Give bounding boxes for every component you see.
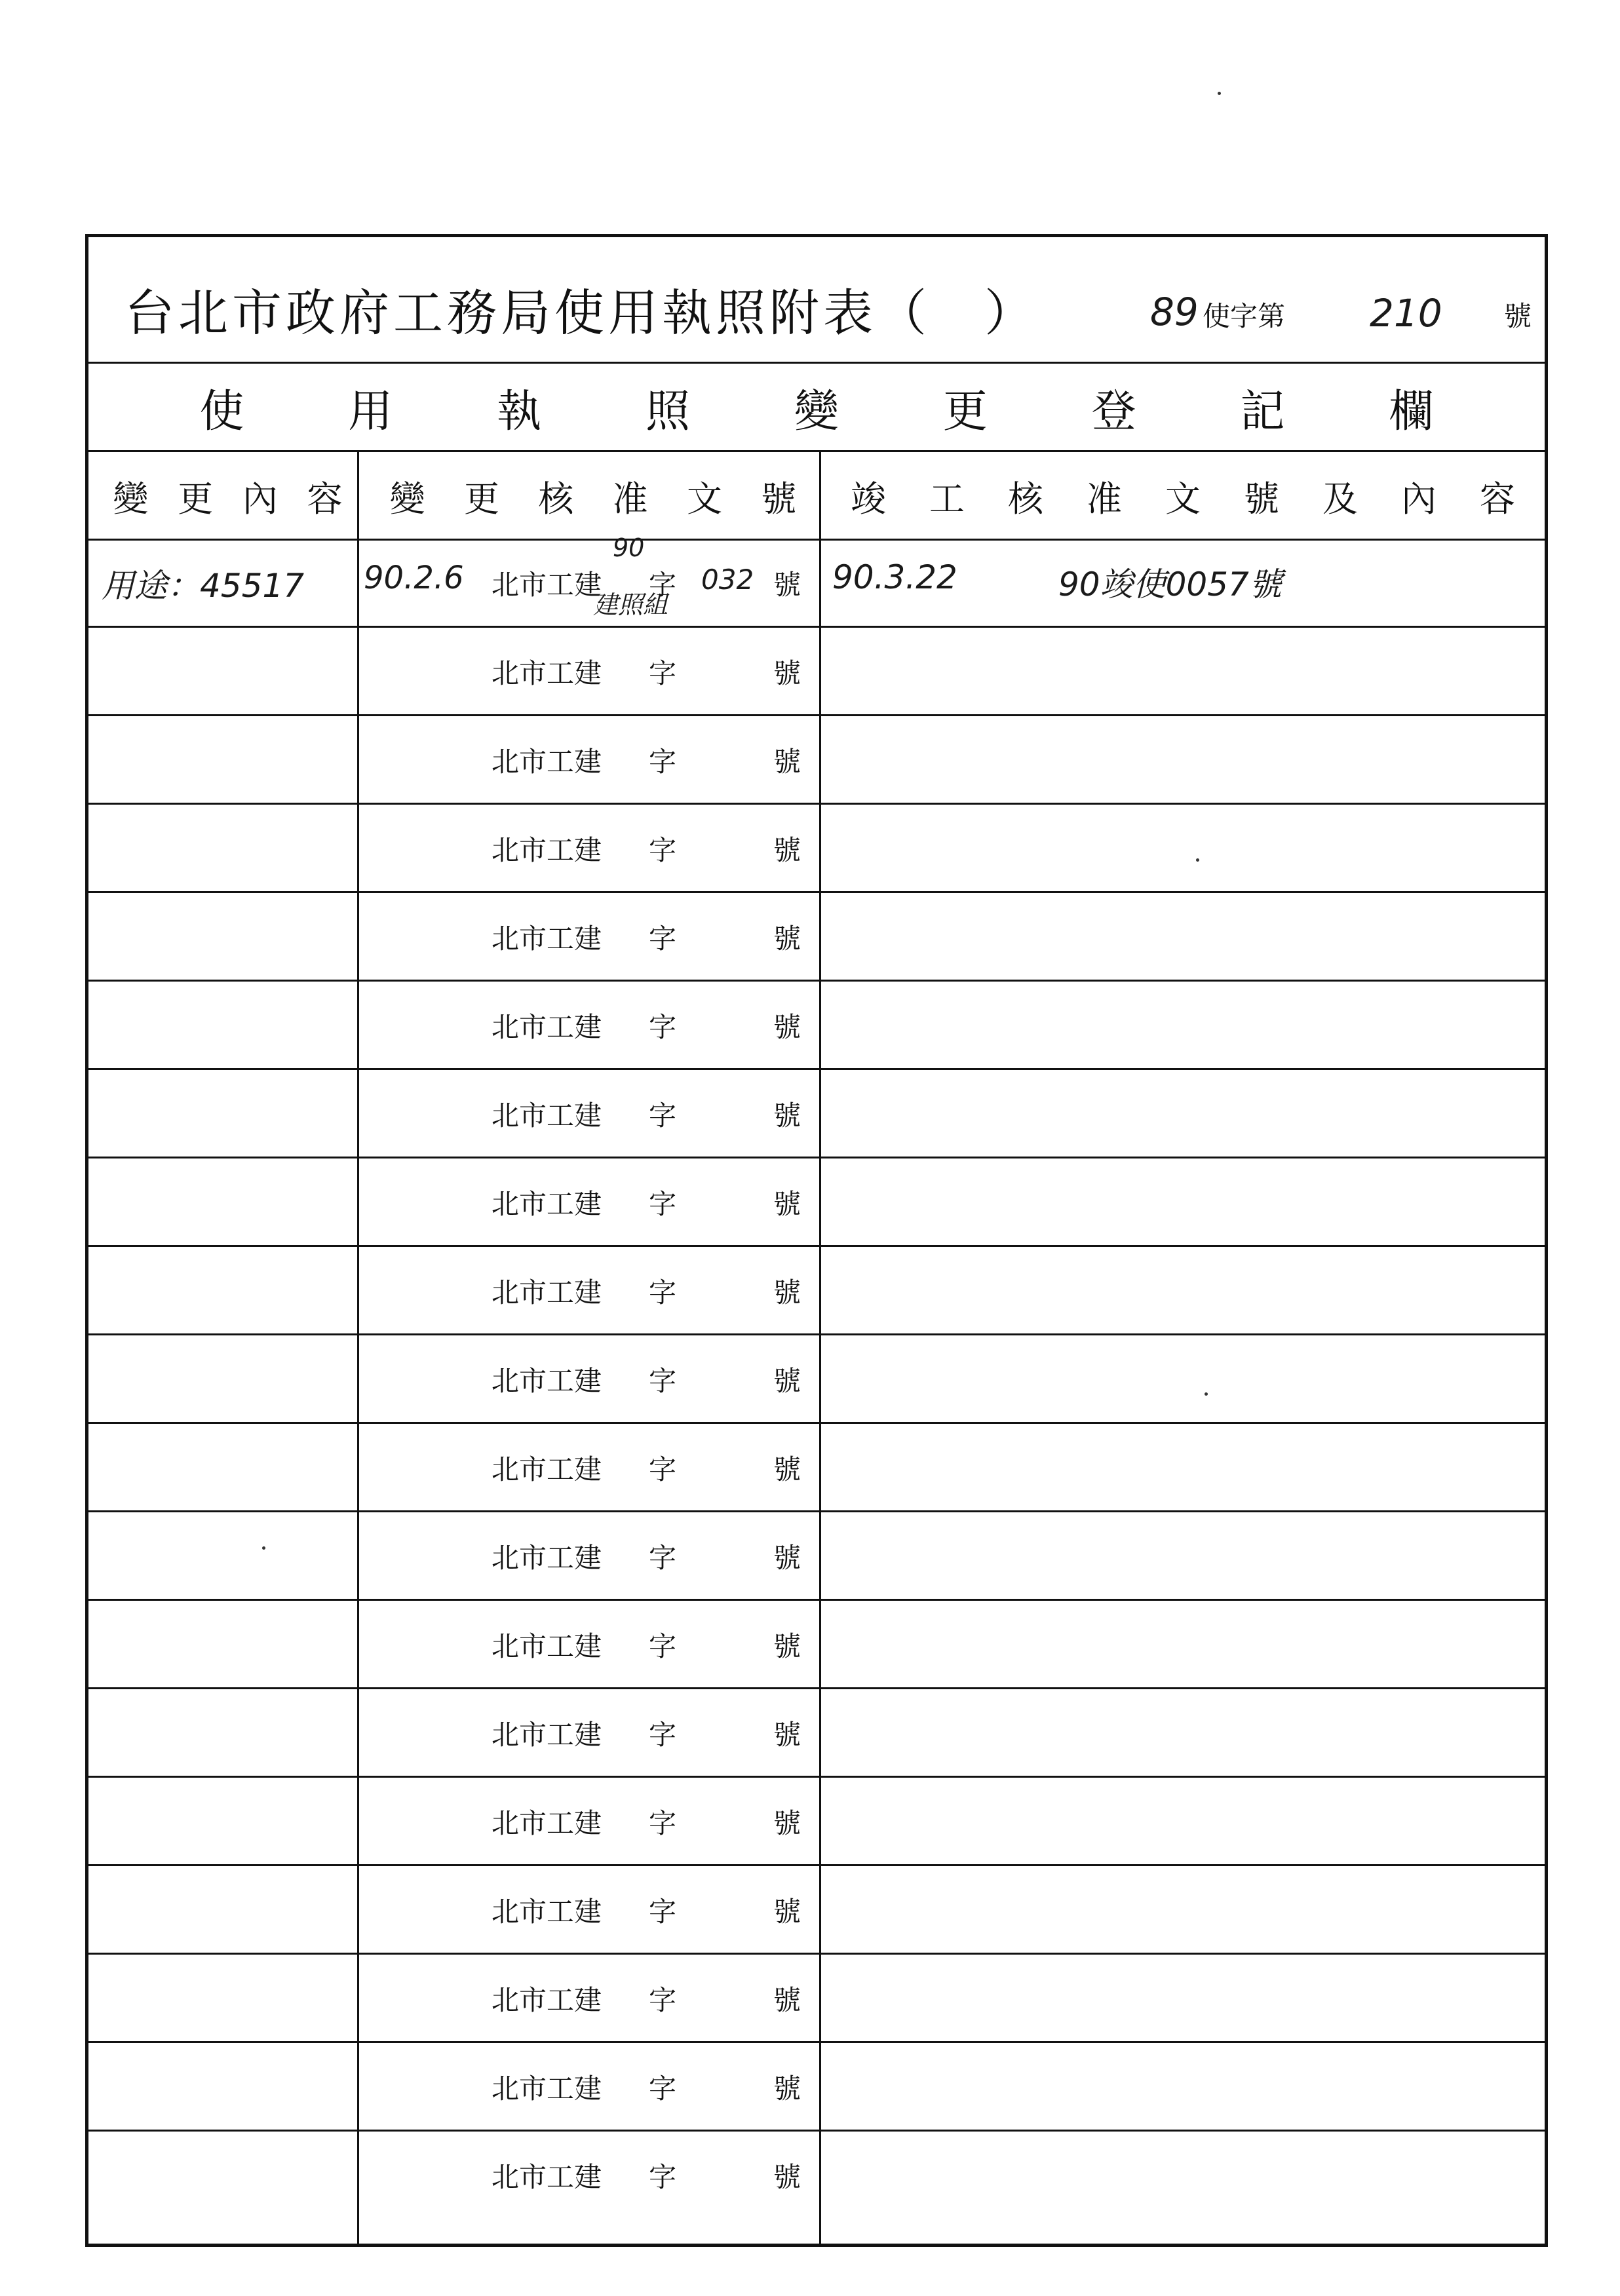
section-title-char: 照: [646, 385, 691, 438]
approval-prefix: 北市工建: [492, 1541, 602, 1574]
col-head-char: 號: [1244, 478, 1279, 520]
permit-number: 210: [1370, 291, 1442, 335]
section-title-char: 欄: [1389, 385, 1434, 438]
completion-date: 90.3.22: [832, 558, 957, 596]
completion-cell: [822, 2131, 1543, 2219]
completion-cell: [822, 892, 1543, 981]
approval-hao: 號: [773, 1010, 801, 1043]
col-head-char: 竣: [851, 478, 886, 520]
divider: [88, 450, 1545, 452]
permit-annex-form: [85, 234, 1548, 2247]
register-row: [88, 804, 1545, 892]
completion-cell: [822, 1423, 1543, 1512]
approval-prefix: 北市工建: [492, 1276, 602, 1309]
approval-prefix: 北市工建: [492, 568, 602, 601]
approval-hao: 號: [773, 833, 801, 866]
col-head-char: 及: [1322, 478, 1358, 520]
register-row: [88, 1866, 1545, 1954]
scan-speck: [1205, 1392, 1208, 1396]
change-approval-cell: [88, 1335, 819, 1423]
approval-prefix: 北市工建: [492, 657, 602, 689]
change-approval-cell: [88, 1246, 819, 1335]
approval-hao: 號: [773, 1807, 801, 1839]
col-head-char: 文: [1165, 478, 1201, 520]
approval-hao: 號: [773, 1718, 801, 1751]
completion-cell: [822, 716, 1543, 804]
divider: [88, 362, 1545, 364]
register-row: [88, 627, 1545, 716]
col-head-char: 號: [761, 478, 797, 520]
section-title-char: 更: [942, 385, 988, 438]
completion-cell: [822, 539, 1543, 627]
approval-year: 90: [613, 533, 645, 562]
approval-zi: 字: [649, 1187, 677, 1220]
change-approval-cell: [88, 2042, 819, 2131]
approval-zi: 字: [649, 1807, 677, 1839]
completion-cell: [822, 981, 1543, 1069]
register-row: [88, 1069, 1545, 1158]
change-approval-cell: [88, 892, 819, 981]
change-approval-cell: [88, 1866, 819, 1954]
approval-zi: 字: [649, 1718, 677, 1751]
approval-hao: 號: [773, 1276, 801, 1309]
approval-zi: 字: [649, 1453, 677, 1485]
completion-cell: [822, 2042, 1543, 2131]
completion-cell: [822, 1158, 1543, 1246]
approval-hao: 號: [773, 2072, 801, 2105]
approval-prefix: 北市工建: [492, 1364, 602, 1397]
approval-prefix: 北市工建: [492, 1983, 602, 2016]
approval-prefix: 北市工建: [492, 1187, 602, 1220]
completion-cell: [822, 1246, 1543, 1335]
section-title-char: 使: [199, 385, 244, 438]
col-head-char: 更: [463, 478, 499, 520]
form-title: 台北市政府工務局使用執照附表（ ）: [125, 284, 1038, 342]
col-head-char: 內: [1401, 478, 1437, 520]
col-head-char: 工: [929, 478, 965, 520]
col-head-char: 核: [538, 478, 574, 520]
col-head-char: 容: [1480, 478, 1515, 520]
register-row: [88, 1512, 1545, 1600]
approval-zi: 字: [649, 833, 677, 866]
completion-cell: [822, 1777, 1543, 1866]
register-row: [88, 1689, 1545, 1777]
register-row: [88, 1246, 1545, 1335]
change-approval-cell: [88, 1158, 819, 1246]
col-head-char: 准: [612, 478, 648, 520]
section-title-char: 變: [794, 385, 839, 438]
col-head-char: 變: [389, 478, 425, 520]
change-approval-cell: [88, 2131, 819, 2219]
register-row: [88, 892, 1545, 981]
scan-speck: [262, 1546, 265, 1550]
change-approval-cell: [88, 1600, 819, 1689]
approval-prefix: 北市工建: [492, 2072, 602, 2105]
approval-zi: 字: [649, 1099, 677, 1132]
col-head-char: 更: [178, 478, 214, 520]
scan-speck: [1218, 92, 1221, 95]
approval-hao: 號: [773, 745, 801, 778]
section-title: [88, 365, 1545, 450]
approval-prefix: 北市工建: [492, 745, 602, 778]
register-row: [88, 1954, 1545, 2042]
approval-hao: 號: [773, 1630, 801, 1662]
completion-cell: [822, 1335, 1543, 1423]
col-head-completion: [829, 453, 1537, 539]
completion-cell: [822, 1600, 1543, 1689]
completion-cell: [822, 1866, 1543, 1954]
approval-zi: 字: [649, 1276, 677, 1309]
section-title-char: 用: [348, 385, 393, 438]
register-row: [88, 2042, 1545, 2131]
approval-hao: 號: [773, 1453, 801, 1485]
register-row: [88, 1423, 1545, 1512]
col-head-change-content: [98, 453, 357, 539]
change-approval-cell: [88, 533, 819, 627]
approval-zi: 字: [649, 1010, 677, 1043]
approval-zi: 字: [649, 2072, 677, 2105]
approval-hao: 號: [773, 1099, 801, 1132]
register-row: [88, 533, 1545, 627]
register-row: [88, 2131, 1545, 2219]
permit-suffix: 號: [1504, 300, 1532, 332]
approval-prefix: 北市工建: [492, 1718, 602, 1751]
col-head-char: 准: [1087, 478, 1122, 520]
scan-speck: [1196, 858, 1199, 862]
completion-cell: [822, 1954, 1543, 2042]
change-approval-cell: [88, 627, 819, 716]
change-content-text: 用途：45517: [102, 566, 305, 605]
approval-hao: 號: [773, 1895, 801, 1928]
approval-zi: 字: [649, 568, 677, 601]
approval-hao: 號: [773, 657, 801, 689]
change-approval-cell: [88, 981, 819, 1069]
col-head-char: 內: [242, 478, 278, 520]
register-row: [88, 1335, 1545, 1423]
col-head-change-approval: [370, 453, 816, 539]
completion-cell: [822, 1512, 1543, 1600]
col-head-char: 變: [113, 478, 149, 520]
approval-zi: 字: [649, 745, 677, 778]
approval-number: 032: [701, 564, 754, 596]
change-approval-cell: [88, 716, 819, 804]
change-approval-cell: [88, 1954, 819, 2042]
approval-hao: 號: [773, 1983, 801, 2016]
completion-content: 90竣使0057號: [1058, 565, 1282, 603]
change-approval-cell: [88, 1069, 819, 1158]
approval-zi: 字: [649, 1630, 677, 1662]
section-title-char: 執: [497, 385, 542, 438]
permit-word: 使字第: [1203, 300, 1286, 332]
col-head-char: 容: [307, 478, 343, 520]
approval-hao: 號: [773, 922, 801, 955]
approval-hao: 號: [773, 1364, 801, 1397]
approval-prefix: 北市工建: [492, 1895, 602, 1928]
completion-cell: [822, 627, 1543, 716]
approval-zi: 字: [649, 1983, 677, 2016]
completion-cell: [822, 1069, 1543, 1158]
approval-zi: 字: [649, 1541, 677, 1574]
change-approval-cell: [88, 1512, 819, 1600]
completion-cell: [822, 1689, 1543, 1777]
approval-zi: 字: [649, 2160, 677, 2193]
change-approval-cell: [88, 1423, 819, 1512]
section-title-char: 記: [1240, 385, 1285, 438]
col-head-char: 文: [686, 478, 722, 520]
approval-zi: 字: [649, 1364, 677, 1397]
col-head-char: 核: [1008, 478, 1043, 520]
permit-year: 89: [1150, 290, 1199, 334]
approval-hao: 號: [773, 1541, 801, 1574]
register-row: [88, 1600, 1545, 1689]
approval-prefix: 北市工建: [492, 1630, 602, 1662]
section-title-char: 登: [1091, 385, 1136, 438]
change-approval-cell: [88, 804, 819, 892]
approval-unit: 建照組: [593, 590, 668, 619]
register-row: [88, 1158, 1545, 1246]
change-approval-cell: [88, 1689, 819, 1777]
approval-prefix: 北市工建: [492, 1453, 602, 1485]
register-row: [88, 716, 1545, 804]
approval-hao: 號: [773, 1187, 801, 1220]
register-row: [88, 1777, 1545, 1866]
completion-cell: [822, 804, 1543, 892]
register-row: [88, 981, 1545, 1069]
approval-zi: 字: [649, 922, 677, 955]
approval-prefix: 北市工建: [492, 833, 602, 866]
change-approval-cell: [88, 1777, 819, 1866]
approval-prefix: 北市工建: [492, 2160, 602, 2193]
approval-hao: 號: [773, 2160, 801, 2193]
approval-prefix: 北市工建: [492, 1099, 602, 1132]
approval-hao: 號: [773, 568, 801, 601]
approval-prefix: 北市工建: [492, 1010, 602, 1043]
approval-date: 90.2.6: [364, 560, 464, 596]
approval-zi: 字: [649, 657, 677, 689]
approval-zi: 字: [649, 1895, 677, 1928]
approval-prefix: 北市工建: [492, 922, 602, 955]
approval-prefix: 北市工建: [492, 1807, 602, 1839]
